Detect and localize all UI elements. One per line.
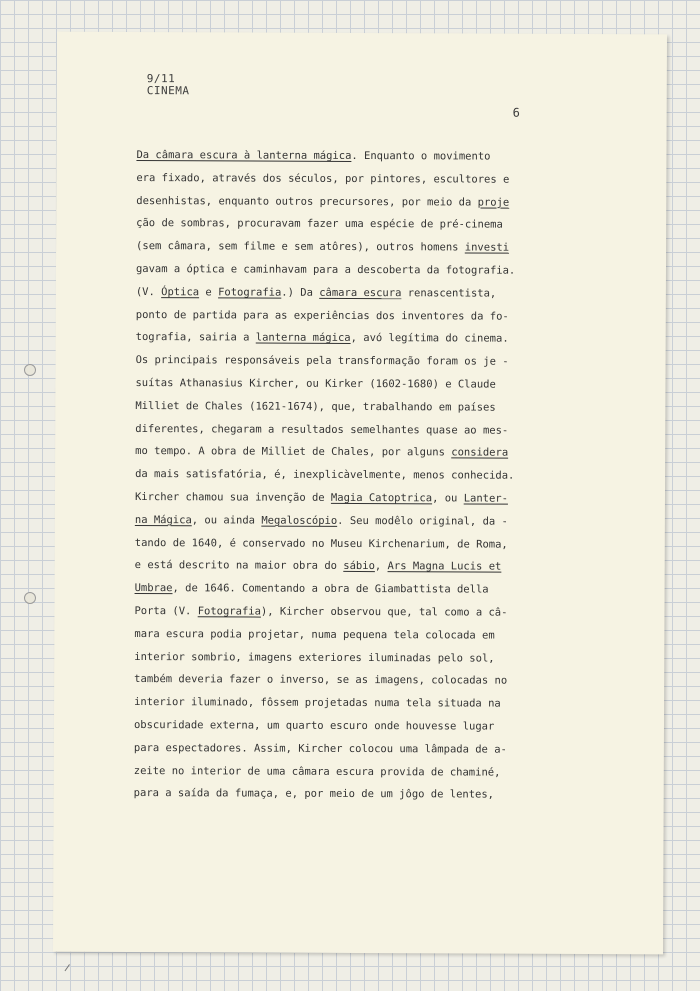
- underlined-term: Megaloscópio: [261, 514, 338, 527]
- text-line: [134, 782, 564, 807]
- text-segment: Milliet de Chales (1621-1674), que, trabalhando em países: [135, 399, 496, 414]
- corner-tick-mark: [65, 964, 77, 976]
- text-line: [135, 418, 565, 443]
- text-line: [135, 372, 565, 397]
- underlined-term: Da câmara escura à lanterna mágica: [136, 149, 352, 162]
- text-segment: e: [199, 286, 219, 299]
- text-line: [136, 144, 566, 169]
- text-segment: mo tempo. A obra de Milliet de Chales, por alguns: [135, 445, 452, 459]
- text-segment: tando de 1640, é conservado no Museu Kirchenarium, de Roma,: [134, 536, 508, 551]
- text-line: [134, 691, 564, 716]
- text-segment: diferentes, chegaram a resultados semelhantes quase ao mes-: [135, 422, 509, 437]
- text-segment: . Seu modêlo original, da -: [337, 514, 508, 528]
- text-segment: . Enquanto o movimento: [351, 149, 491, 163]
- underlined-term: Lanter-: [463, 492, 509, 505]
- text-line: [136, 212, 566, 237]
- underlined-term: Umbrae: [134, 582, 173, 595]
- underlined-term: Magia Catoptrica: [330, 491, 433, 505]
- text-line: [134, 623, 564, 648]
- text-segment: gavam a óptica e caminhavam para a descoberta da fotografia.: [135, 263, 516, 277]
- text-line: [135, 509, 565, 534]
- text-line: [136, 190, 566, 215]
- underlined-term: lanterna mágica: [255, 331, 351, 345]
- text-line: [134, 714, 564, 739]
- text-segment: renascentista,: [401, 286, 497, 300]
- text-segment: da mais satisfatória, é, inexplicàvelmente, menos conhecida.: [135, 468, 515, 482]
- text-line: [134, 600, 564, 625]
- underlined-term: câmara escura: [319, 286, 402, 299]
- text-segment: Porta (V.: [134, 604, 198, 618]
- underlined-term: Fotografia: [197, 605, 261, 618]
- underlined-term: na Mágica: [134, 513, 192, 527]
- text-segment: interior sombrio, imagens exteriores iluminadas pelo sol,: [134, 650, 495, 665]
- text-segment: .) Da: [281, 286, 320, 299]
- body-text: [134, 144, 567, 807]
- text-segment: tografia, sairia a: [135, 331, 256, 344]
- text-line: [136, 326, 566, 351]
- text-segment: suítas Athanasius Kircher, ou Kirker (1602-1680) e Claude: [135, 376, 496, 391]
- text-segment: era fixado, através dos séculos, por pintores, escultores e: [136, 171, 510, 186]
- text-segment: interior iluminado, fôssem projetadas numa tela situada na: [134, 696, 501, 710]
- underlined-term: Ars Magna Lucis et: [387, 560, 502, 573]
- typewritten-page: [53, 32, 667, 955]
- underlined-term: investi: [464, 241, 510, 254]
- underlined-term: proje: [477, 196, 510, 209]
- text-line: [136, 281, 566, 306]
- text-segment: para a saída da fumaça, e, por meio de um jôgo de lentes,: [133, 787, 495, 801]
- text-line: [136, 235, 566, 260]
- text-segment: também deveria fazer o inverso, se as imagens, colocadas no: [134, 673, 508, 687]
- text-line: [134, 668, 564, 693]
- document-header: [147, 73, 190, 97]
- punch-hole-upper: [24, 364, 36, 376]
- text-line: [135, 577, 565, 602]
- text-segment: Os principais responsáveis pela transformação foram os je -: [135, 354, 509, 368]
- text-segment: mara escura podia projetar, numa pequena tela colocada em: [134, 627, 495, 642]
- text-line: [135, 440, 565, 465]
- page-number: 6: [512, 105, 520, 120]
- text-segment: desenhistas, enquanto outros precursores, por meio da: [136, 194, 478, 209]
- text-line: [134, 646, 564, 671]
- text-segment: , ou: [432, 492, 464, 505]
- text-line: [136, 258, 566, 283]
- text-line: [136, 349, 566, 374]
- text-segment: zeite no interior de uma câmara escura provida de chaminé,: [133, 764, 501, 779]
- underlined-term: considera: [451, 446, 509, 460]
- text-segment: para espectadores. Assim, Kircher colocou uma lâmpada de a-: [133, 741, 507, 756]
- text-segment: , ou ainda: [191, 514, 262, 527]
- text-segment: (V.: [135, 285, 162, 298]
- text-segment: ,: [374, 560, 388, 573]
- text-segment: , de 1646. Comentando a obra de Giambattista della: [172, 582, 489, 596]
- punch-hole-lower: [24, 592, 36, 604]
- header-section: CINEMA: [146, 84, 190, 98]
- header-ref: 9/11: [146, 72, 176, 86]
- underlined-term: Fotografia: [218, 286, 282, 299]
- text-segment: ponto de partida para as experiências dos inventores da fo-: [135, 308, 509, 323]
- text-line: [135, 486, 565, 511]
- text-line: [135, 554, 565, 579]
- text-line: [134, 737, 564, 762]
- text-line: [134, 760, 564, 785]
- text-segment: , avó legítima do cinema.: [350, 332, 509, 346]
- text-line: [135, 463, 565, 488]
- text-segment: ção de sombras, procuravam fazer uma espécie de pré-cinema: [136, 217, 503, 232]
- text-line: [135, 395, 565, 420]
- text-line: [136, 304, 566, 329]
- text-segment: e está descrito na maior obra do: [134, 559, 344, 573]
- text-segment: ), Kircher observou que, tal como a câ-: [260, 605, 508, 619]
- text-line: [135, 532, 565, 557]
- underlined-term: sábio: [343, 560, 375, 573]
- text-line: [136, 167, 566, 192]
- text-segment: (sem câmara, sem filme e sem atôres), outros homens: [136, 240, 465, 254]
- underlined-term: Óptica: [161, 285, 200, 299]
- text-segment: Kircher chamou sua invenção de: [134, 490, 331, 504]
- text-segment: obscuridade externa, um quarto escuro onde houvesse lugar: [133, 718, 495, 733]
